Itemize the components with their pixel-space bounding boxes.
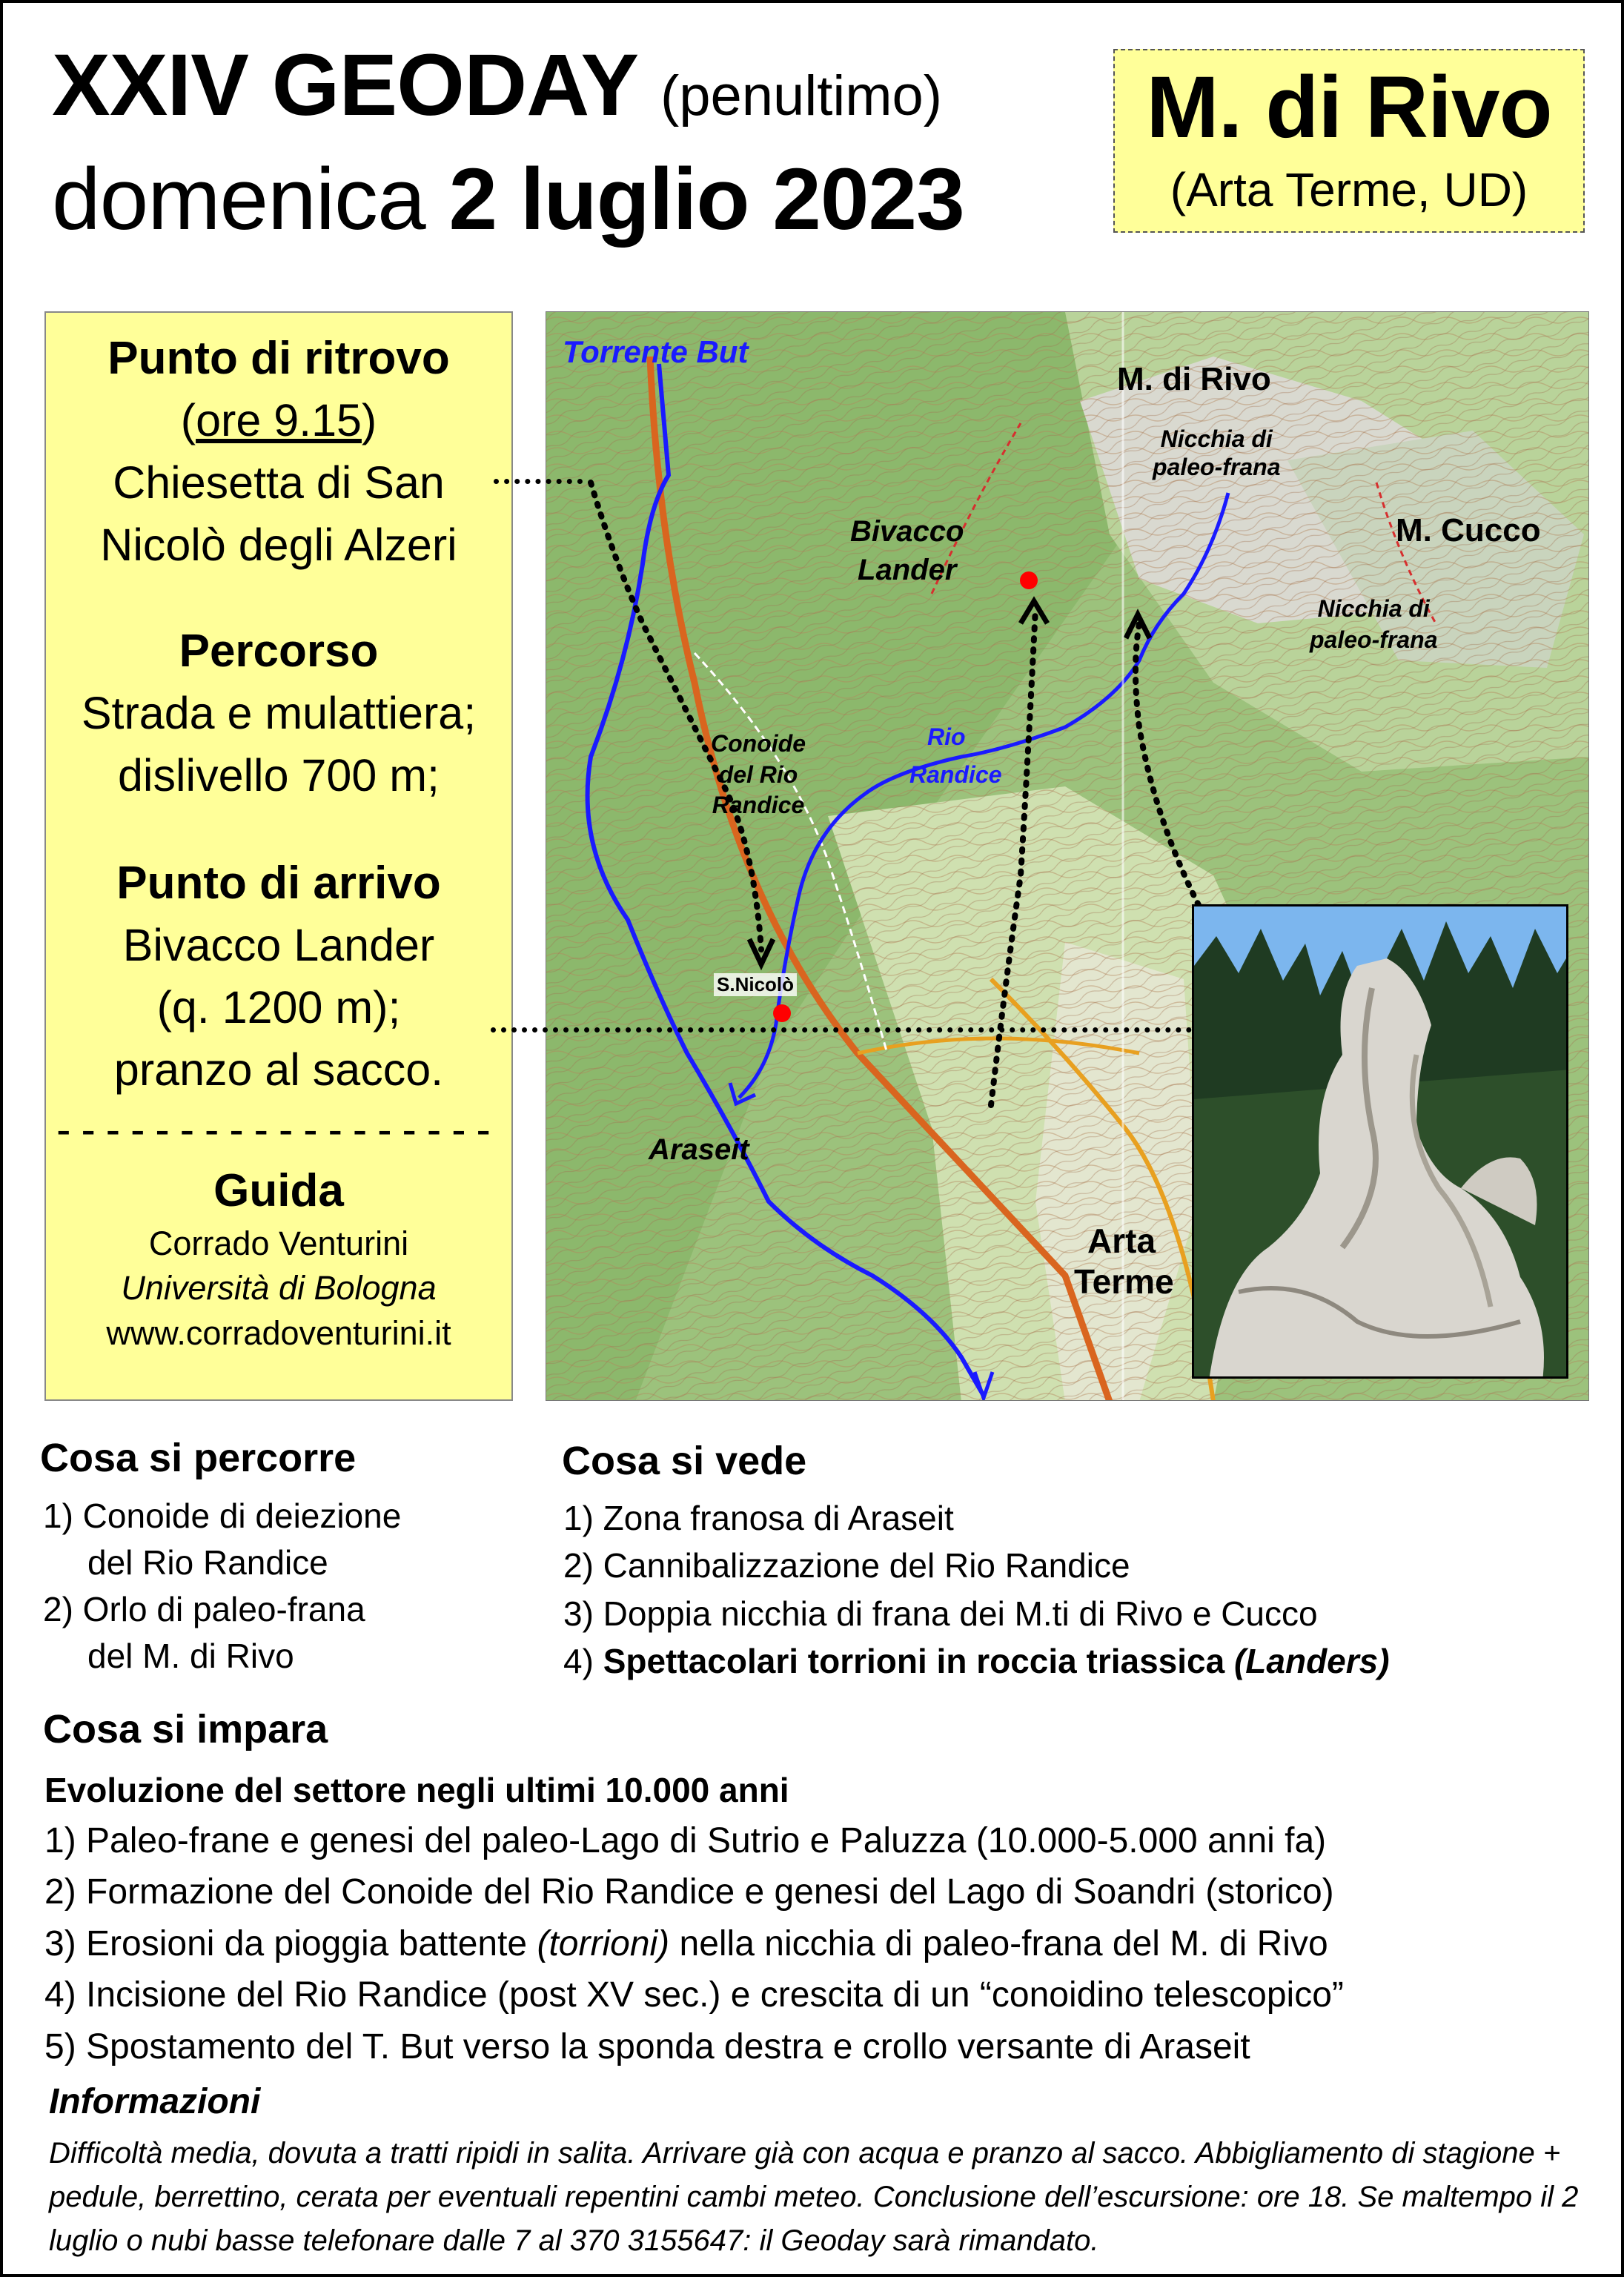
route-item-2-cont: del M. di Rivo [87,1637,294,1676]
route-item-2: 2) Orlo di paleo-frana [43,1590,365,1629]
map-label-conoide-line1: Conoide [711,730,806,757]
map-label-bivacco [850,512,964,589]
learn-section-list [44,1766,1344,2073]
learn-item-3 [44,1918,1344,1970]
event-date-day: 2 luglio 2023 [448,150,964,248]
learn-subheading: Evoluzione del settore negli ultimi 10.000 anni [44,1771,789,1809]
map-label-rio-line1: Rio [927,723,966,750]
route-section-list [43,1493,401,1680]
map-label-torrente-but: Torrente But [563,334,749,369]
route-line2: dislivello 700 m; [118,749,440,801]
meeting-time: (ore 9.15) [180,394,377,445]
map-label-m-cucco: M. Cucco [1396,512,1541,548]
map-label-rio-line2: Randice [909,761,1002,789]
map-label-rio-randice [909,718,1001,794]
separator: ------------------ [56,1106,501,1155]
guide-affiliation: Università di Bologna [121,1269,437,1307]
map-label-bivacco-line1: Bivacco [850,515,964,548]
map-label-nicchia-cucco-line1: Nicchia di [1317,595,1430,622]
map-label-arta-line2: Terme [1074,1262,1174,1302]
map-label-conoide-line2: del Rio [718,760,798,788]
event-title [52,36,943,134]
meeting-heading: Punto di ritrovo [107,333,450,384]
rock-tower-image [1194,907,1568,1379]
map-label-conoide-line3: Randice [712,792,805,819]
map-label-m-di-rivo: M. di Rivo [1117,361,1271,397]
map-label-nicchia-cucco [1310,594,1437,655]
map-label-nicchia-rivo-line2: paleo-frana [1153,454,1281,481]
meeting-time-value: ore 9.15 [196,394,362,445]
guide-heading: Guida [213,1164,344,1216]
sight-item-4 [563,1637,1390,1685]
place-name: M. di Rivo [1146,59,1552,156]
guide-name: Corrado Venturini [148,1224,409,1262]
map-label-nicchia-rivo-line1: Nicchia di [1160,425,1273,452]
sight-item-3: 3) Doppia nicchia di frana dei M.ti di Rivo e Cucco [563,1594,1318,1633]
sight-item-2: 2) Cannibalizzazione del Rio Randice [563,1546,1130,1585]
meeting-place-line2: Nicolò degli Alzeri [100,519,457,570]
map-label-snicolo: S.Nicolò [714,973,797,996]
event-title-main: XXIV GEODAY [52,36,637,134]
route-item-1-cont: del Rio Randice [87,1543,328,1582]
place-location: (Arta Terme, UD) [1170,163,1528,216]
map-label-nicchia-cucco-line2: paleo-frana [1310,626,1438,653]
arrival-line2: (q. 1200 m); [156,981,401,1033]
learn-item-5: 5) Spostamento del T. But verso la sponda destra e crollo versante di Araseit [44,2027,1250,2067]
sight-item-4-text: Spettacolari torrioni in roccia triassica [603,1642,1225,1681]
arrival-line3: pranzo al sacco. [113,1044,444,1095]
bivacco-marker [1020,571,1038,589]
sights-section-heading: Cosa si vede [562,1439,807,1483]
leader-line-meeting [494,479,583,484]
map-label-araseit: Araseit [649,1133,749,1166]
info-text: Difficoltà media, dovuta a tratti ripidi in salita. Arrivare già con acqua e pranzo al sacco. Abbigliamento di stagione + pedule, berrettino, cerata per eventuali repentini cambi meteo. Conclusione dell’escursione: ore 18. Se maltempo il 2 luglio o nubi basse telefonare dalle 7 al 370 3155647: il Geoday sarà rimandato. [49,2137,1579,2257]
sights-section-list [563,1494,1390,1686]
arrival-line1: Bivacco Lander [122,919,435,970]
map-label-nicchia-rivo [1153,425,1280,482]
sight-item-4-note: (Landers) [1233,1642,1390,1681]
learn-item-2: 2) Formazione del Conoide del Rio Randice e genesi del Lago di Soandri (storico) [44,1872,1334,1912]
rock-tower-photo [1192,904,1568,1379]
route-line1: Strada e mulattiera; [81,687,477,738]
info-box [44,311,513,1401]
map-label-arta-terme [1074,1221,1174,1302]
learn-item-3-post: nella nicchia di paleo-frana del M. di Rivo [679,1923,1328,1963]
arrival-heading: Punto di arrivo [116,858,441,909]
info-heading: Informazioni [49,2082,261,2121]
learn-item-3-note: (torrioni) [537,1923,670,1963]
event-title-note: (penultimo) [660,64,943,127]
map-label-arta-line1: Arta [1087,1222,1156,1260]
learn-item-3-pre: 3) Erosioni da pioggia battente [44,1923,528,1963]
learn-section-heading: Cosa si impara [43,1707,328,1751]
map-label-bivacco-line2: Lander [858,554,957,586]
snicolo-marker [773,1004,791,1022]
guide-website: www.corradoventurini.it [106,1314,451,1353]
event-date [52,150,964,248]
sight-item-4-num: 4) [563,1642,594,1681]
meeting-place-line1: Chiesetta di San [113,457,445,508]
event-date-weekday: domenica [52,150,425,248]
leader-line-arrival [491,1027,1192,1033]
sight-item-1: 1) Zona franosa di Araseit [563,1499,954,1537]
learn-item-1: 1) Paleo-frane e genesi del paleo-Lago di Sutrio e Paluzza (10.000-5.000 anni fa) [44,1820,1327,1860]
learn-item-4: 4) Incisione del Rio Randice (post XV sec.) e crescita di un “conoidino telescopico” [44,1975,1344,2015]
map-label-conoide [711,729,806,821]
place-box [1113,49,1585,233]
route-heading: Percorso [179,626,379,677]
route-section-heading: Cosa si percorre [40,1436,357,1480]
route-item-1: 1) Conoide di deiezione [43,1497,402,1535]
